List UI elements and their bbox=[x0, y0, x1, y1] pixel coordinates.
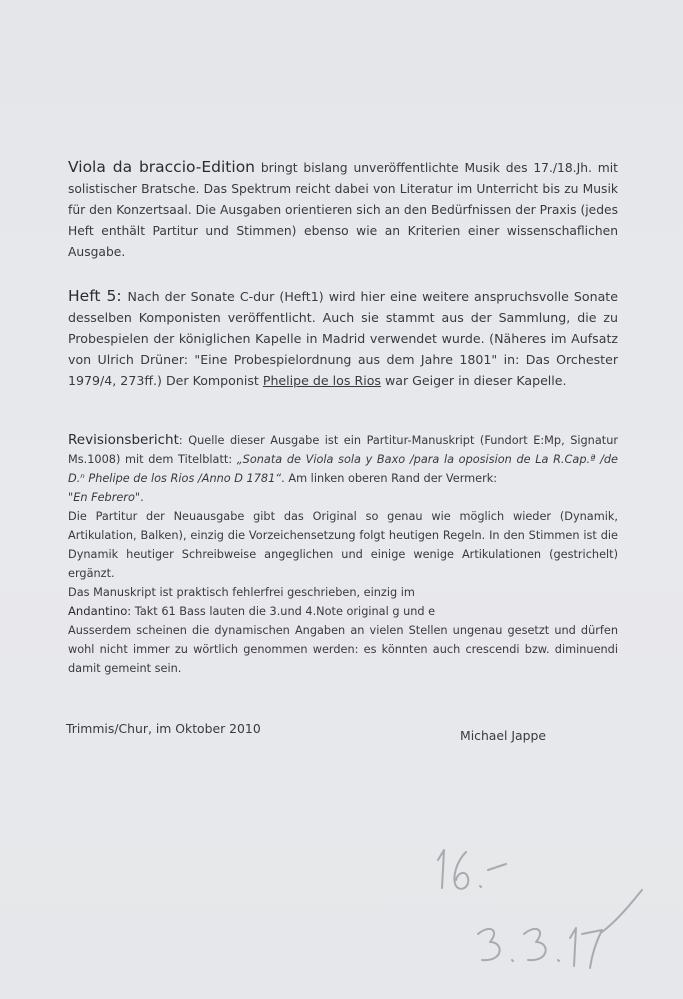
handwritten-price-date bbox=[420, 830, 650, 980]
edition-intro-paragraph bbox=[68, 157, 618, 263]
heft-text-a: Nach der Sonate C-dur (Heft1) wird hier eine weitere anspruchsvolle Sonate desselben Komponisten veröffentlicht. Auch sie stammt aus der Sammlung, die zu Probespielen der königlichen Kapelle in Madrid verwendet wurde. (Näheres im Aufsatz von Ulrich Drüner: "Eine Probespielordnung aus dem Jahre 1801" in: Das Orchester 1979/4, 273ff.) Der Komponist bbox=[68, 289, 618, 388]
margin-note: "En Febrero" bbox=[68, 491, 141, 504]
revision-para5: Ausserdem scheinen die dynamischen Angaben an vielen Stellen ungenau gesetzt und dürfen wohl nicht immer zu wörtlich genommen werden: es könnten auch crescendi bzw. diminuendi damit gemeint sein. bbox=[68, 624, 618, 675]
revision-after-title: . Am linken oberen Rand der Vermerk: bbox=[281, 472, 498, 485]
andantino-text: Takt 61 Bass lauten die 3.und 4.Note original g und e bbox=[131, 605, 436, 618]
revision-para2: Die Partitur der Neuausgabe gibt das Original so genau wie möglich wieder (Dynamik, Artikulation, Balken), einzig die Vorzeichensetzung folgt heutigen Regeln. In den Stimmen ist die Dynamik heutiger Schreibweise angeglichen und einige wenige Artikulationen (gestrichelt) ergänzt. bbox=[68, 510, 618, 580]
revision-heading: Revisionsbericht bbox=[68, 432, 179, 448]
edition-text: bringt bislang unveröffentlichte Musik des 17./18.Jh. mit solistischer Bratsche. Das Spektrum reicht dabei von Literatur im Unterricht bis zu Musik für den Konzertsaal. Die Ausgaben orientieren sich an den Bedürfnissen der Praxis (jedes Heft enthält Partitur und Stimmen) ebenso wie an Kriterien einer wissenschaflichen Ausgabe. bbox=[68, 161, 618, 259]
heft-paragraph bbox=[68, 286, 618, 391]
andantino-label: Andantino: bbox=[68, 604, 132, 618]
revision-report bbox=[68, 431, 618, 678]
revision-intro: : Quelle dieser Ausgabe ist ein Partitur-Manuskript (Fundort E:Mp, Signatur Ms.1008) mit dem Titelblatt: bbox=[68, 434, 618, 466]
heft-heading: Heft 5: bbox=[68, 287, 122, 305]
composer-name: Phelipe de los Rios bbox=[262, 373, 381, 388]
edition-heading: Viola da braccio-Edition bbox=[68, 158, 256, 176]
margin-note-end: . bbox=[140, 491, 144, 504]
revision-para3: Das Manuskript ist praktisch fehlerfrei geschrieben, einzig im bbox=[68, 586, 415, 599]
manuscript-title: „Sonata de Viola sola y Baxo /para la oposision de La R.Cap.ª /de D.ⁿ Phelipe de los Rios /Anno D 1781“ bbox=[68, 453, 618, 485]
heft-text-b: war Geiger in dieser Kapelle. bbox=[380, 373, 567, 388]
author-name: Michael Jappe bbox=[460, 728, 546, 743]
place-date: Trimmis/Chur, im Oktober 2010 bbox=[66, 721, 261, 736]
